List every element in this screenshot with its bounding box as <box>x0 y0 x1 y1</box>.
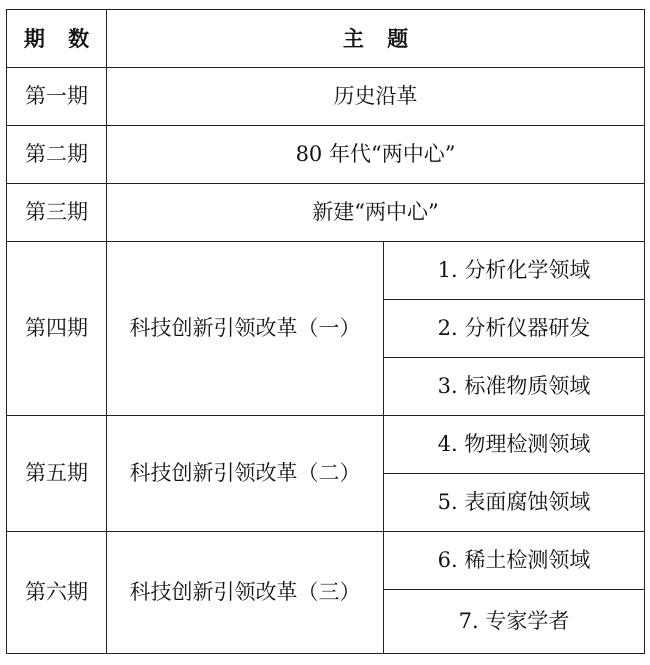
issues-table <box>6 9 645 654</box>
subtopic-cell: 5. 表面腐蚀领域 <box>384 474 645 532</box>
theme-cell: 科技创新引领改革（二） <box>107 416 384 532</box>
period-cell: 第二期 <box>7 126 107 184</box>
period-cell: 第五期 <box>7 416 107 532</box>
subtopic-cell: 4. 物理检测领域 <box>384 416 645 474</box>
theme-cell: 科技创新引领改革（三） <box>107 532 384 654</box>
subtopic-cell: 1. 分析化学领域 <box>384 242 645 300</box>
subtopic-cell: 3. 标准物质领域 <box>384 358 645 416</box>
theme-cell: 新建“两中心” <box>107 184 645 242</box>
period-cell: 第一期 <box>7 68 107 126</box>
subtopic-cell: 2. 分析仪器研发 <box>384 300 645 358</box>
theme-cell: 科技创新引领改革（一） <box>107 242 384 416</box>
table-row <box>7 532 645 590</box>
table-row <box>7 416 645 474</box>
table-header-row <box>7 10 645 68</box>
subtopic-cell: 7. 专家学者 <box>384 590 645 654</box>
period-cell: 第三期 <box>7 184 107 242</box>
header-theme: 主 题 <box>107 10 645 68</box>
table-row <box>7 184 645 242</box>
table-row <box>7 242 645 300</box>
issues-table-container <box>6 9 645 654</box>
header-period: 期 数 <box>7 10 107 68</box>
table-row <box>7 68 645 126</box>
subtopic-cell: 6. 稀土检测领域 <box>384 532 645 590</box>
table-row <box>7 126 645 184</box>
period-cell: 第六期 <box>7 532 107 654</box>
theme-cell: 历史沿革 <box>107 68 645 126</box>
period-cell: 第四期 <box>7 242 107 416</box>
theme-cell: 80 年代“两中心” <box>107 126 645 184</box>
